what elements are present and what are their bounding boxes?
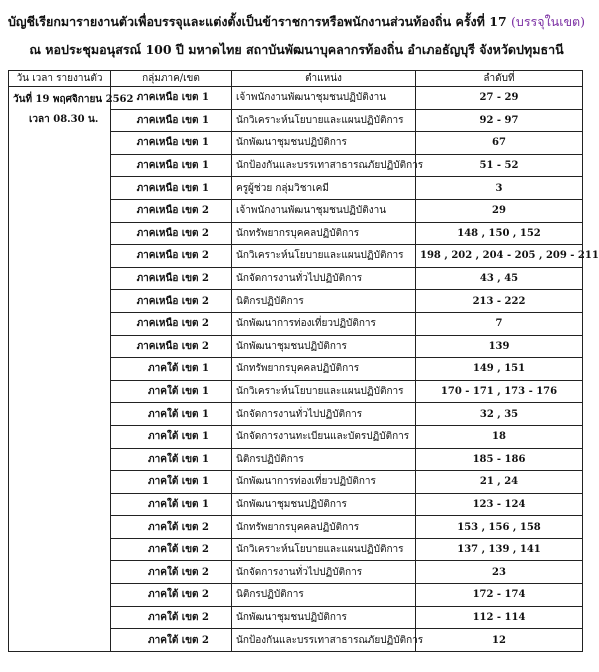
- report-datetime-cell: [9, 87, 134, 652]
- order-cell: 123 - 124: [416, 493, 583, 516]
- position-cell: นักพัฒนาชุมชนปฏิบัติการ: [232, 493, 416, 516]
- region-cell: ภาคใต้ เขต 1: [111, 380, 232, 403]
- header-position: ตำแหน่ง: [232, 71, 416, 87]
- position-cell: นักจัดการงานทั่วไปปฏิบัติการ: [232, 267, 416, 290]
- report-date: วันที่ 19 พฤศจิกายน 2562: [13, 94, 134, 105]
- position-cell: นักวิเคราะห์นโยบายและแผนปฏิบัติการ: [232, 380, 416, 403]
- region-cell: ภาคใต้ เขต 1: [111, 471, 232, 494]
- region-cell: ภาคเหนือ เขต 2: [111, 312, 232, 335]
- order-cell: 213 - 222: [416, 290, 583, 313]
- position-cell: นักพัฒนาชุมชนปฏิบัติการ: [232, 335, 416, 358]
- position-cell: นักป้องกันและบรรเทาสาธารณภัยปฏิบัติการ: [232, 154, 416, 177]
- region-cell: ภาคใต้ เขต 2: [111, 516, 232, 539]
- position-cell: นักจัดการงานทั่วไปปฏิบัติการ: [232, 403, 416, 426]
- schedule-table: [8, 70, 599, 652]
- region-cell: ภาคใต้ เขต 2: [111, 584, 232, 607]
- position-cell: นักพัฒนาชุมชนปฏิบัติการ: [232, 606, 416, 629]
- order-cell: 29: [416, 199, 583, 222]
- order-cell: 170 - 171 , 173 - 176: [416, 380, 583, 403]
- position-cell: นิติกรปฏิบัติการ: [232, 448, 416, 471]
- region-cell: ภาคใต้ เขต 2: [111, 561, 232, 584]
- region-cell: ภาคเหนือ เขต 2: [111, 335, 232, 358]
- order-cell: 198 , 202 , 204 - 205 , 209 - 211: [416, 245, 583, 268]
- position-cell: นักวิเคราะห์นโยบายและแผนปฏิบัติการ: [232, 245, 416, 268]
- order-cell: 23: [416, 561, 583, 584]
- position-cell: เจ้าพนักงานพัฒนาชุมชนปฏิบัติงาน: [232, 87, 416, 110]
- document-subtitle: ณ หอประชุมอนุสรณ์ 100 ปี มหาดไทย สถาบันพัฒนาบุคลากรท้องถิ่น อำเภอธัญบุรี จังหวัดปทุมธานี: [29, 42, 564, 57]
- order-cell: 32 , 35: [416, 403, 583, 426]
- order-cell: 149 , 151: [416, 358, 583, 381]
- region-cell: ภาคเหนือ เขต 2: [111, 222, 232, 245]
- order-cell: 7: [416, 312, 583, 335]
- region-cell: ภาคเหนือ เขต 2: [111, 267, 232, 290]
- title-main: บัญชีเรียกมารายงานตัวเพื่อบรรจุและแต่งตั้งเป็นข้าราชการหรือพนักงานส่วนท้องถิ่น ครั้งที่ 17: [7, 14, 507, 29]
- region-cell: ภาคใต้ เขต 2: [111, 606, 232, 629]
- region-cell: ภาคเหนือ เขต 1: [111, 109, 232, 132]
- order-cell: 148 , 150 , 152: [416, 222, 583, 245]
- table-header-row: [9, 71, 583, 87]
- order-cell: 67: [416, 132, 583, 155]
- order-cell: 185 - 186: [416, 448, 583, 471]
- order-cell: 12: [416, 629, 583, 652]
- region-cell: ภาคเหนือ เขต 1: [111, 87, 232, 110]
- order-cell: 92 - 97: [416, 109, 583, 132]
- position-cell: นักจัดการงานทั่วไปปฏิบัติการ: [232, 561, 416, 584]
- region-cell: ภาคใต้ เขต 1: [111, 493, 232, 516]
- region-cell: ภาคเหนือ เขต 1: [111, 132, 232, 155]
- order-cell: 137 , 139 , 141: [416, 538, 583, 561]
- order-cell: 43 , 45: [416, 267, 583, 290]
- position-cell: นิติกรปฏิบัติการ: [232, 290, 416, 313]
- header-datetime: วัน เวลา รายงานตัว: [9, 71, 111, 87]
- region-cell: ภาคเหนือ เขต 2: [111, 199, 232, 222]
- document-title: [0, 12, 593, 32]
- order-cell: 153 , 156 , 158: [416, 516, 583, 539]
- region-cell: ภาคใต้ เขต 1: [111, 358, 232, 381]
- position-cell: นักทรัพยากรบุคคลปฏิบัติการ: [232, 358, 416, 381]
- region-cell: ภาคใต้ เขต 2: [111, 629, 232, 652]
- region-cell: ภาคเหนือ เขต 1: [111, 154, 232, 177]
- table-row: [9, 87, 583, 110]
- position-cell: นักจัดการงานทะเบียนและบัตรปฏิบัติการ: [232, 425, 416, 448]
- region-cell: ภาคใต้ เขต 2: [111, 538, 232, 561]
- position-cell: นักทรัพยากรบุคคลปฏิบัติการ: [232, 516, 416, 539]
- position-cell: นักทรัพยากรบุคคลปฏิบัติการ: [232, 222, 416, 245]
- position-cell: นิติกรปฏิบัติการ: [232, 584, 416, 607]
- order-cell: 27 - 29: [416, 87, 583, 110]
- position-cell: นักพัฒนาการท่องเที่ยวปฏิบัติการ: [232, 471, 416, 494]
- position-cell: นักพัฒนาการท่องเที่ยวปฏิบัติการ: [232, 312, 416, 335]
- position-cell: นักป้องกันและบรรเทาสาธารณภัยปฏิบัติการ: [232, 629, 416, 652]
- position-cell: เจ้าพนักงานพัฒนาชุมชนปฏิบัติงาน: [232, 199, 416, 222]
- header-region: กลุ่มภาค/เขต: [111, 71, 232, 87]
- header-order: ลำดับที่: [416, 71, 583, 87]
- order-cell: 51 - 52: [416, 154, 583, 177]
- region-cell: ภาคใต้ เขต 1: [111, 425, 232, 448]
- order-cell: 18: [416, 425, 583, 448]
- region-cell: ภาคเหนือ เขต 1: [111, 177, 232, 200]
- order-cell: 112 - 114: [416, 606, 583, 629]
- title-note: (บรรจุในเขต): [511, 14, 586, 29]
- order-cell: 3: [416, 177, 583, 200]
- order-cell: 139: [416, 335, 583, 358]
- region-cell: ภาคเหนือ เขต 2: [111, 290, 232, 313]
- order-cell: 172 - 174: [416, 584, 583, 607]
- region-cell: ภาคใต้ เขต 1: [111, 403, 232, 426]
- region-cell: ภาคเหนือ เขต 2: [111, 245, 232, 268]
- position-cell: ครูผู้ช่วย กลุ่มวิชาเคมี: [232, 177, 416, 200]
- table-body: [9, 87, 599, 652]
- position-cell: นักพัฒนาชุมชนปฏิบัติการ: [232, 132, 416, 155]
- order-cell: 21 , 24: [416, 471, 583, 494]
- position-cell: นักวิเคราะห์นโยบายและแผนปฏิบัติการ: [232, 109, 416, 132]
- position-cell: นักวิเคราะห์นโยบายและแผนปฏิบัติการ: [232, 538, 416, 561]
- report-time: เวลา 08.30 น.: [29, 114, 99, 125]
- region-cell: ภาคใต้ เขต 1: [111, 448, 232, 471]
